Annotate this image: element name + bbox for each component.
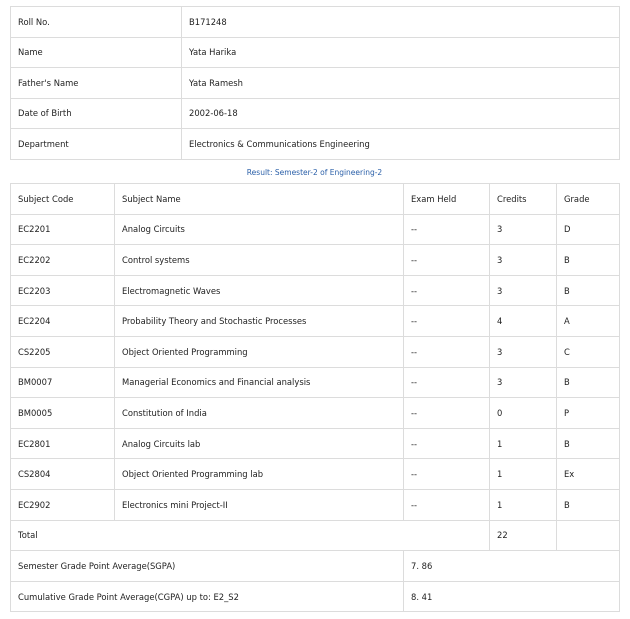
- sgpa-value: 7. 86: [404, 551, 620, 582]
- student-info-row: [11, 129, 620, 160]
- table-row: [11, 428, 620, 459]
- header-subject-code: Subject Code: [11, 184, 115, 215]
- field-label: Father's Name: [11, 68, 182, 99]
- student-info-row: [11, 7, 620, 38]
- sgpa-row: [11, 551, 620, 582]
- cgpa-label: Cumulative Grade Point Average(CGPA) up to: E2_S2: [11, 581, 404, 612]
- grades-table-header: [11, 184, 620, 215]
- grade: B: [557, 489, 620, 520]
- header-row: [11, 184, 620, 215]
- credits: 1: [490, 428, 557, 459]
- grades-table-summary: [11, 520, 620, 612]
- student-info-row: [11, 37, 620, 68]
- grade: B: [557, 367, 620, 398]
- subject-name: Managerial Economics and Financial analysis: [115, 367, 404, 398]
- subject-code: EC2902: [11, 489, 115, 520]
- header-subject-name: Subject Name: [115, 184, 404, 215]
- credits: 3: [490, 367, 557, 398]
- total-label: Total: [11, 520, 490, 551]
- credits: 3: [490, 214, 557, 245]
- student-info-row: [11, 98, 620, 129]
- subject-code: EC2203: [11, 275, 115, 306]
- subject-code: CS2205: [11, 336, 115, 367]
- credits: 4: [490, 306, 557, 337]
- field-label: Name: [11, 37, 182, 68]
- header-grade: Grade: [557, 184, 620, 215]
- grade: D: [557, 214, 620, 245]
- total-row: [11, 520, 620, 551]
- subject-code: BM0005: [11, 398, 115, 429]
- cgpa-row: [11, 581, 620, 612]
- exam-held: --: [404, 489, 490, 520]
- field-label: Roll No.: [11, 7, 182, 38]
- table-row: [11, 398, 620, 429]
- credits: 3: [490, 336, 557, 367]
- grade: P: [557, 398, 620, 429]
- table-row: [11, 367, 620, 398]
- subject-name: Constitution of India: [115, 398, 404, 429]
- table-row: [11, 336, 620, 367]
- subject-code: EC2202: [11, 245, 115, 276]
- field-label: Department: [11, 129, 182, 160]
- subject-code: EC2801: [11, 428, 115, 459]
- subject-name: Object Oriented Programming: [115, 336, 404, 367]
- grade: A: [557, 306, 620, 337]
- grades-table-body: [11, 214, 620, 520]
- field-value: 2002-06-18: [182, 98, 620, 129]
- table-row: [11, 489, 620, 520]
- field-value: Yata Harika: [182, 37, 620, 68]
- student-info-table: [10, 6, 620, 160]
- total-grade-empty: [557, 520, 620, 551]
- sgpa-label: Semester Grade Point Average(SGPA): [11, 551, 404, 582]
- credits: 3: [490, 245, 557, 276]
- credits: 1: [490, 489, 557, 520]
- exam-held: --: [404, 367, 490, 398]
- grade: B: [557, 275, 620, 306]
- subject-code: CS2804: [11, 459, 115, 490]
- result-caption: Result: Semester-2 of Engineering-2: [246, 168, 383, 177]
- subject-name: Control systems: [115, 245, 404, 276]
- table-row: [11, 306, 620, 337]
- subject-name: Probability Theory and Stochastic Processes: [115, 306, 404, 337]
- exam-held: --: [404, 214, 490, 245]
- table-row: [11, 214, 620, 245]
- grade: C: [557, 336, 620, 367]
- exam-held: --: [404, 428, 490, 459]
- subject-name: Electronics mini Project-II: [115, 489, 404, 520]
- cgpa-value: 8. 41: [404, 581, 620, 612]
- subject-code: EC2201: [11, 214, 115, 245]
- table-row: [11, 245, 620, 276]
- exam-held: --: [404, 398, 490, 429]
- exam-held: --: [404, 275, 490, 306]
- grade: B: [557, 428, 620, 459]
- credits: 3: [490, 275, 557, 306]
- student-info-row: [11, 68, 620, 99]
- field-label: Date of Birth: [11, 98, 182, 129]
- grade: B: [557, 245, 620, 276]
- subject-name: Analog Circuits lab: [115, 428, 404, 459]
- credits: 1: [490, 459, 557, 490]
- grade: Ex: [557, 459, 620, 490]
- exam-held: --: [404, 336, 490, 367]
- table-row: [11, 275, 620, 306]
- credits: 0: [490, 398, 557, 429]
- subject-name: Analog Circuits: [115, 214, 404, 245]
- subject-name: Electromagnetic Waves: [115, 275, 404, 306]
- exam-held: --: [404, 245, 490, 276]
- field-value: B171248: [182, 7, 620, 38]
- table-row: [11, 459, 620, 490]
- field-value: Yata Ramesh: [182, 68, 620, 99]
- exam-held: --: [404, 306, 490, 337]
- grades-table: [10, 183, 620, 612]
- header-credits: Credits: [490, 184, 557, 215]
- student-info-body: [11, 7, 620, 160]
- subject-code: BM0007: [11, 367, 115, 398]
- total-credits: 22: [490, 520, 557, 551]
- subject-code: EC2204: [11, 306, 115, 337]
- header-exam-held: Exam Held: [404, 184, 490, 215]
- subject-name: Object Oriented Programming lab: [115, 459, 404, 490]
- exam-held: --: [404, 459, 490, 490]
- field-value: Electronics & Communications Engineering: [182, 129, 620, 160]
